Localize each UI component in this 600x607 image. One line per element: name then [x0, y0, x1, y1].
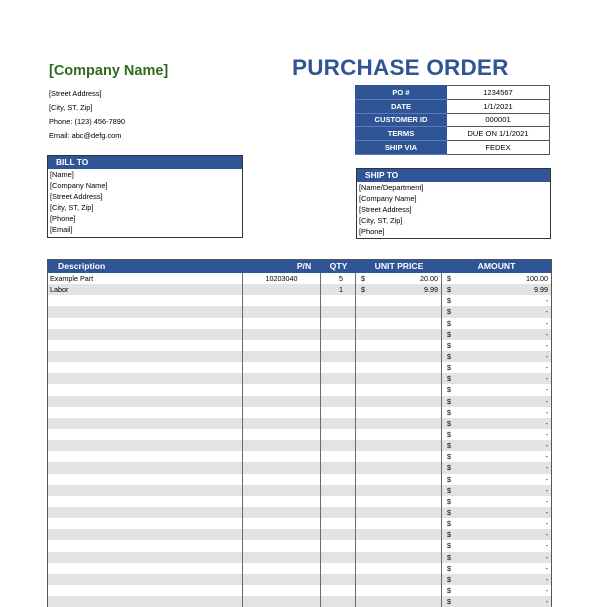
currency-symbol: $ [447, 485, 451, 495]
currency-symbol: $ [447, 407, 451, 417]
line-items-body [48, 273, 551, 607]
currency-symbol: $ [447, 329, 451, 339]
amount-value: - [545, 307, 548, 317]
currency-symbol: $ [447, 351, 451, 361]
ship-to-line: [Street Address] [359, 205, 412, 214]
cell-qty [321, 351, 356, 362]
currency-symbol: $ [447, 396, 451, 406]
cell-pn [243, 596, 321, 607]
amount-value: - [545, 296, 548, 306]
cell-description: Example Part [48, 273, 243, 284]
company-street: [Street Address] [49, 89, 102, 98]
cell-amount [442, 318, 551, 329]
cell-amount [442, 585, 551, 596]
bill-to-line: [Phone] [50, 214, 76, 223]
amount-value: - [545, 585, 548, 595]
ship-to-line: [Name/Department] [359, 183, 424, 192]
cell-unit-price [356, 518, 442, 529]
cell-qty [321, 429, 356, 440]
amount-value: - [545, 474, 548, 484]
cell-unit-price [356, 362, 442, 373]
cell-pn [243, 563, 321, 574]
currency-symbol: $ [447, 519, 451, 529]
table-row [48, 362, 551, 373]
cell-amount [442, 485, 551, 496]
cell-qty [321, 318, 356, 329]
table-row [48, 329, 551, 340]
cell-qty [321, 574, 356, 585]
cell-unit-price [356, 351, 442, 362]
cell-unit-price [356, 396, 442, 407]
amount-value: - [545, 429, 548, 439]
table-row [48, 507, 551, 518]
cell-unit-price [356, 496, 442, 507]
currency-symbol: $ [447, 374, 451, 384]
cell-description [48, 496, 243, 507]
table-row [48, 306, 551, 317]
cell-description [48, 518, 243, 529]
cell-unit-price [356, 273, 442, 284]
cell-pn [243, 384, 321, 395]
bill-to-box [47, 155, 243, 238]
cell-unit-price [356, 318, 442, 329]
cell-unit-price [356, 373, 442, 384]
cell-unit-price [356, 585, 442, 596]
cell-description [48, 529, 243, 540]
cell-pn [243, 306, 321, 317]
cell-qty [321, 396, 356, 407]
cell-amount [442, 418, 551, 429]
table-row [48, 273, 551, 284]
cell-unit-price [356, 329, 442, 340]
currency-symbol: $ [447, 296, 451, 306]
cell-pn [243, 284, 321, 295]
cell-description [48, 507, 243, 518]
currency-symbol: $ [447, 340, 451, 350]
bill-to-title: BILL TO [48, 156, 242, 169]
cell-unit-price [356, 407, 442, 418]
po-info-value: FEDEX [447, 141, 550, 155]
cell-description [48, 384, 243, 395]
currency-symbol: $ [447, 585, 451, 595]
cell-qty [321, 518, 356, 529]
bill-to-line: [City, ST, Zip] [50, 203, 94, 212]
po-info-row [356, 127, 550, 141]
cell-description [48, 474, 243, 485]
line-items-table [47, 259, 552, 607]
cell-pn [243, 429, 321, 440]
currency-symbol: $ [447, 574, 451, 584]
cell-qty [321, 496, 356, 507]
table-row [48, 518, 551, 529]
cell-qty [321, 306, 356, 317]
bill-to-line: [Company Name] [50, 181, 108, 190]
currency-symbol: $ [447, 274, 451, 283]
cell-description [48, 462, 243, 473]
cell-pn [243, 329, 321, 340]
po-info-label: DATE [356, 99, 447, 113]
currency-symbol: $ [447, 285, 451, 295]
cell-amount [442, 529, 551, 540]
currency-symbol: $ [447, 597, 451, 607]
cell-amount [442, 574, 551, 585]
bill-to-line: [Name] [50, 170, 74, 179]
ship-to-line: [Phone] [359, 227, 385, 236]
table-row [48, 585, 551, 596]
currency-symbol: $ [447, 307, 451, 317]
bill-to-line: [Street Address] [50, 192, 103, 201]
cell-qty [321, 507, 356, 518]
cell-description [48, 540, 243, 551]
po-info-value: DUE ON 1/1/2021 [447, 127, 550, 141]
cell-qty [321, 295, 356, 306]
cell-qty [321, 462, 356, 473]
cell-pn [243, 574, 321, 585]
amount-value: - [545, 441, 548, 451]
cell-pn [243, 295, 321, 306]
cell-unit-price [356, 596, 442, 607]
amount-value: - [545, 452, 548, 462]
currency-symbol: $ [447, 552, 451, 562]
cell-amount [442, 373, 551, 384]
cell-amount [442, 362, 551, 373]
cell-amount [442, 540, 551, 551]
cell-unit-price [356, 429, 442, 440]
table-row [48, 318, 551, 329]
cell-unit-price [356, 440, 442, 451]
cell-pn [243, 474, 321, 485]
cell-description [48, 440, 243, 451]
header-qty: QTY [329, 261, 348, 271]
cell-pn [243, 440, 321, 451]
po-info-row [356, 141, 550, 155]
cell-description [48, 407, 243, 418]
cell-qty [321, 440, 356, 451]
cell-unit-price [356, 485, 442, 496]
table-row [48, 284, 551, 295]
cell-pn [243, 407, 321, 418]
cell-amount [442, 507, 551, 518]
table-row [48, 396, 551, 407]
cell-amount [442, 306, 551, 317]
currency-symbol: $ [447, 563, 451, 573]
table-row [48, 474, 551, 485]
table-row [48, 451, 551, 462]
amount-value: - [545, 396, 548, 406]
cell-description [48, 306, 243, 317]
cell-pn [243, 540, 321, 551]
ship-to-lines [357, 182, 550, 237]
po-info-label: CUSTOMER ID [356, 113, 447, 127]
bill-to-line: [Email] [50, 225, 73, 234]
po-info-row [356, 86, 550, 100]
line-items-header [48, 260, 551, 273]
table-row [48, 574, 551, 585]
currency-symbol: $ [447, 452, 451, 462]
cell-pn [243, 518, 321, 529]
cell-pn [243, 418, 321, 429]
cell-amount [442, 273, 551, 284]
amount-value: - [545, 351, 548, 361]
cell-description [48, 318, 243, 329]
cell-qty [321, 563, 356, 574]
cell-amount [442, 440, 551, 451]
cell-description [48, 585, 243, 596]
cell-qty [321, 596, 356, 607]
cell-amount [442, 552, 551, 563]
currency-symbol: $ [447, 429, 451, 439]
header-description: Description [58, 261, 106, 271]
currency-symbol: $ [447, 463, 451, 473]
cell-qty [321, 384, 356, 395]
cell-description [48, 340, 243, 351]
ship-to-line: [Company Name] [359, 194, 417, 203]
cell-pn [243, 485, 321, 496]
company-phone: Phone: (123) 456-7890 [49, 117, 126, 126]
cell-pn [243, 351, 321, 362]
amount-value: - [545, 418, 548, 428]
amount-value: 9.99 [534, 285, 548, 295]
cell-amount [442, 351, 551, 362]
cell-qty [321, 329, 356, 340]
cell-description [48, 563, 243, 574]
amount-value: - [545, 507, 548, 517]
cell-pn [243, 318, 321, 329]
amount-value: - [545, 363, 548, 373]
cell-amount [442, 474, 551, 485]
ship-to-title: SHIP TO [357, 169, 550, 182]
cell-amount [442, 407, 551, 418]
po-info-label: PO # [356, 86, 447, 100]
cell-unit-price [356, 384, 442, 395]
po-info-value: 1/1/2021 [447, 99, 550, 113]
po-info-row [356, 113, 550, 127]
currency-symbol: $ [447, 530, 451, 540]
currency-symbol: $ [361, 285, 365, 295]
currency-symbol: $ [447, 474, 451, 484]
cell-amount [442, 518, 551, 529]
cell-unit-price [356, 540, 442, 551]
cell-unit-price [356, 451, 442, 462]
amount-value: - [545, 574, 548, 584]
table-row [48, 440, 551, 451]
cell-amount [442, 284, 551, 295]
cell-qty [321, 407, 356, 418]
po-info-table [355, 85, 550, 155]
po-info-row [356, 99, 550, 113]
cell-description [48, 373, 243, 384]
cell-qty [321, 373, 356, 384]
table-row [48, 351, 551, 362]
cell-unit-price [356, 529, 442, 540]
cell-pn [243, 496, 321, 507]
cell-description [48, 552, 243, 563]
cell-description [48, 362, 243, 373]
cell-pn [243, 340, 321, 351]
table-row [48, 462, 551, 473]
amount-value: - [545, 485, 548, 495]
cell-unit-price [356, 284, 442, 295]
cell-unit-price [356, 552, 442, 563]
cell-pn [243, 585, 321, 596]
table-row [48, 384, 551, 395]
document-title: PURCHASE ORDER [292, 55, 509, 80]
cell-unit-price [356, 418, 442, 429]
currency-symbol: $ [447, 385, 451, 395]
currency-symbol: $ [447, 496, 451, 506]
ship-to-line: [City, ST, Zip] [359, 216, 403, 225]
company-name: [Company Name] [49, 63, 169, 79]
table-row [48, 540, 551, 551]
amount-value: - [545, 519, 548, 529]
bill-to-lines [48, 169, 242, 235]
cell-pn [243, 507, 321, 518]
amount-value: - [545, 552, 548, 562]
cell-qty: 5 [321, 273, 356, 284]
amount-value: - [545, 318, 548, 328]
cell-qty [321, 418, 356, 429]
cell-unit-price [356, 507, 442, 518]
amount-value: - [545, 563, 548, 573]
company-email: Email: abc@defg.com [49, 131, 122, 140]
amount-value: - [545, 530, 548, 540]
currency-symbol: $ [447, 507, 451, 517]
cell-pn: 10203040 [243, 273, 321, 284]
unit-price-value: 9.99 [424, 285, 438, 295]
table-row [48, 340, 551, 351]
currency-symbol: $ [361, 274, 365, 283]
cell-amount [442, 329, 551, 340]
po-info-value: 000001 [447, 113, 550, 127]
table-row [48, 295, 551, 306]
cell-qty [321, 451, 356, 462]
currency-symbol: $ [447, 418, 451, 428]
cell-amount [442, 340, 551, 351]
cell-amount [442, 496, 551, 507]
table-row [48, 407, 551, 418]
cell-unit-price [356, 574, 442, 585]
amount-value: - [545, 496, 548, 506]
cell-qty [321, 362, 356, 373]
currency-symbol: $ [447, 441, 451, 451]
cell-description [48, 295, 243, 306]
cell-qty [321, 485, 356, 496]
cell-amount [442, 396, 551, 407]
cell-description [48, 329, 243, 340]
cell-description [48, 596, 243, 607]
amount-value: - [545, 374, 548, 384]
cell-description [48, 396, 243, 407]
company-city: [City, ST, Zip] [49, 103, 93, 112]
cell-pn [243, 552, 321, 563]
table-row [48, 552, 551, 563]
cell-pn [243, 373, 321, 384]
amount-value: - [545, 463, 548, 473]
table-row [48, 373, 551, 384]
cell-description [48, 429, 243, 440]
cell-amount [442, 451, 551, 462]
amount-value: - [545, 541, 548, 551]
cell-amount [442, 295, 551, 306]
table-row [48, 563, 551, 574]
amount-value: - [545, 385, 548, 395]
cell-pn [243, 362, 321, 373]
cell-unit-price [356, 474, 442, 485]
cell-unit-price [356, 340, 442, 351]
currency-symbol: $ [447, 363, 451, 373]
amount-value: - [545, 340, 548, 350]
currency-symbol: $ [447, 318, 451, 328]
amount-value: - [545, 407, 548, 417]
cell-description: Labor [48, 284, 243, 295]
table-row [48, 429, 551, 440]
po-info-label: TERMS [356, 127, 447, 141]
cell-amount [442, 462, 551, 473]
cell-amount [442, 384, 551, 395]
currency-symbol: $ [447, 541, 451, 551]
header-amount: AMOUNT [477, 261, 516, 271]
cell-description [48, 418, 243, 429]
cell-qty [321, 529, 356, 540]
cell-unit-price [356, 462, 442, 473]
cell-qty: 1 [321, 284, 356, 295]
cell-amount [442, 563, 551, 574]
ship-to-box [356, 168, 551, 239]
cell-amount [442, 596, 551, 607]
cell-unit-price [356, 295, 442, 306]
table-row [48, 596, 551, 607]
cell-unit-price [356, 306, 442, 317]
header-unit-price: UNIT PRICE [374, 261, 424, 271]
unit-price-value: 20.00 [420, 274, 438, 283]
cell-unit-price [356, 563, 442, 574]
cell-pn [243, 529, 321, 540]
cell-qty [321, 474, 356, 485]
cell-pn [243, 462, 321, 473]
cell-description [48, 574, 243, 585]
cell-qty [321, 552, 356, 563]
table-row [48, 485, 551, 496]
cell-amount [442, 429, 551, 440]
cell-description [48, 351, 243, 362]
table-row [48, 496, 551, 507]
cell-pn [243, 451, 321, 462]
table-row [48, 529, 551, 540]
table-row [48, 418, 551, 429]
amount-value: - [545, 597, 548, 607]
cell-description [48, 485, 243, 496]
cell-qty [321, 540, 356, 551]
amount-value: - [545, 329, 548, 339]
header-pn: P/N [296, 261, 312, 271]
po-info-label: SHIP VIA [356, 141, 447, 155]
cell-pn [243, 396, 321, 407]
cell-qty [321, 340, 356, 351]
po-info-value: 1234567 [447, 86, 550, 100]
amount-value: 100.00 [526, 274, 548, 283]
cell-description [48, 451, 243, 462]
cell-qty [321, 585, 356, 596]
